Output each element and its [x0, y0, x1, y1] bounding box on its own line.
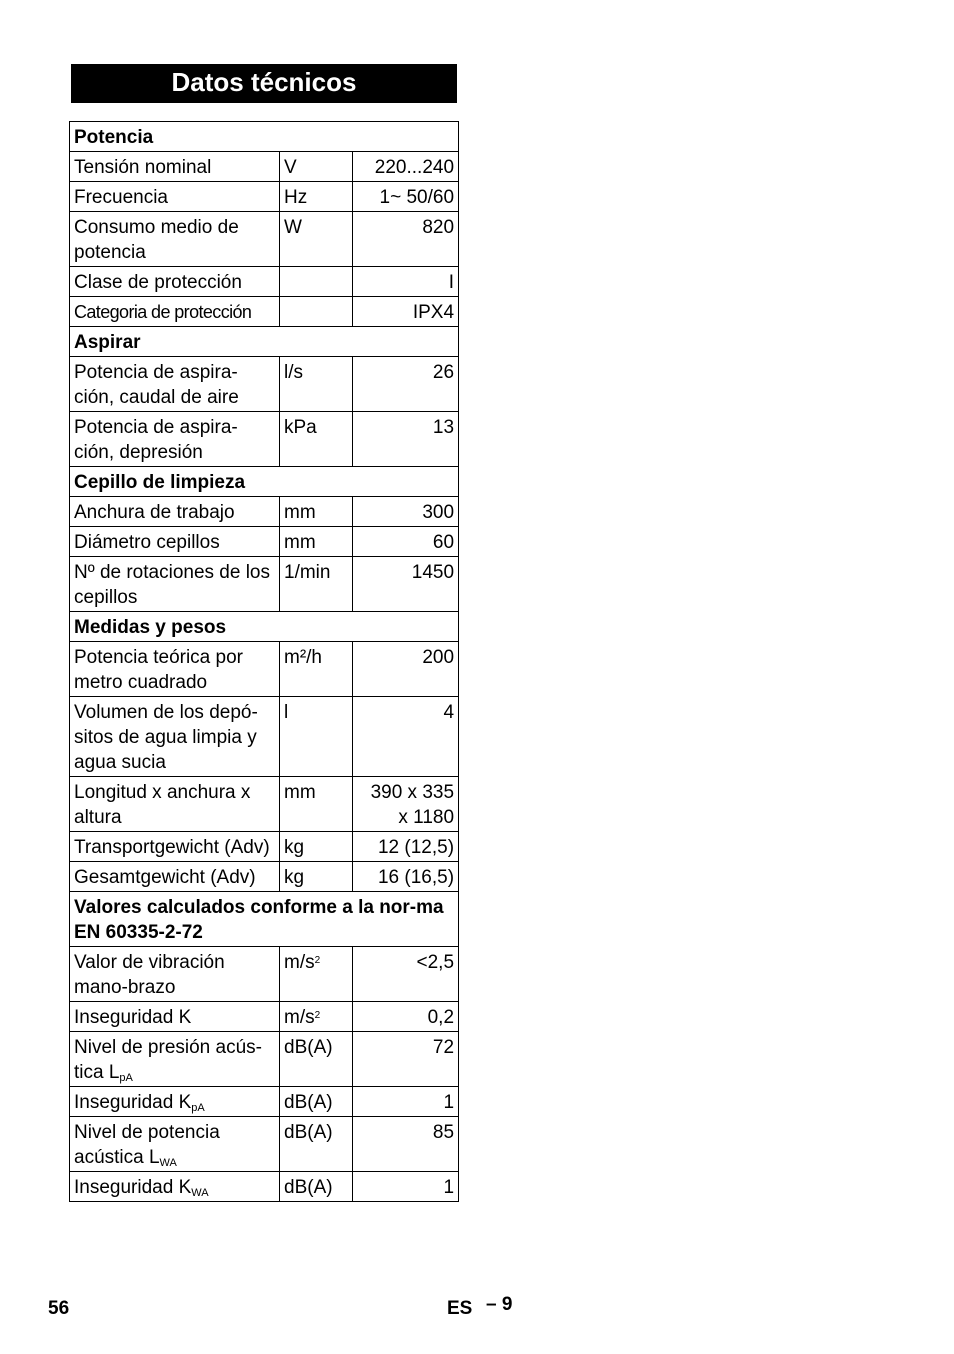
- label-subscript: pA: [191, 1102, 205, 1114]
- row-value: 85: [353, 1117, 459, 1172]
- row-label: Valor de vibración mano-brazo: [70, 947, 280, 1002]
- row-unit: [280, 1002, 353, 1032]
- row-value: 200: [353, 642, 459, 697]
- row-unit: 1/min: [280, 557, 353, 612]
- section-row: [70, 892, 459, 947]
- row-value: <2,5: [353, 947, 459, 1002]
- table-row: [70, 412, 459, 467]
- unit-text: m/s: [284, 952, 315, 973]
- row-unit: dB(A): [280, 1117, 353, 1172]
- row-label: [70, 1032, 280, 1087]
- row-unit: kPa: [280, 412, 353, 467]
- row-value: 72: [353, 1032, 459, 1087]
- section-header-valores: Valores calculados conforme a la nor-ma EN 60335-2-72: [70, 892, 459, 947]
- table-row: [70, 832, 459, 862]
- row-label: Inseguridad K: [70, 1002, 280, 1032]
- row-unit: m²/h: [280, 642, 353, 697]
- row-unit: W: [280, 212, 353, 267]
- section-header-aspirar: Aspirar: [70, 327, 459, 357]
- row-value: 12 (12,5): [353, 832, 459, 862]
- row-value: I: [353, 267, 459, 297]
- unit-superscript: 2: [314, 955, 321, 966]
- label-subscript: WA: [191, 1187, 209, 1199]
- row-unit: l/s: [280, 357, 353, 412]
- row-unit: mm: [280, 527, 353, 557]
- table-row: [70, 182, 459, 212]
- row-unit: mm: [280, 497, 353, 527]
- row-unit: [280, 267, 353, 297]
- table-row: [70, 1002, 459, 1032]
- table-row: [70, 267, 459, 297]
- section-row: [70, 612, 459, 642]
- row-label: Consumo medio de potencia: [70, 212, 280, 267]
- row-unit: Hz: [280, 182, 353, 212]
- specs-table: [69, 121, 459, 1202]
- row-value: IPX4: [353, 297, 459, 327]
- section-header-cepillo: Cepillo de limpieza: [70, 467, 459, 497]
- row-value: 26: [353, 357, 459, 412]
- row-label: Gesamtgewicht (Adv): [70, 862, 280, 892]
- table-row: [70, 1087, 459, 1117]
- row-unit: mm: [280, 777, 353, 832]
- table-row: [70, 497, 459, 527]
- section-header-potencia: Potencia: [70, 122, 459, 152]
- table-row: [70, 1117, 459, 1172]
- row-unit: V: [280, 152, 353, 182]
- unit-superscript: 2: [314, 1010, 321, 1021]
- label-subscript: pA: [119, 1072, 133, 1084]
- table-row: [70, 862, 459, 892]
- table-row: [70, 777, 459, 832]
- row-value: 60: [353, 527, 459, 557]
- title-bar: [71, 64, 457, 103]
- row-label: Transportgewicht (Adv): [70, 832, 280, 862]
- row-label: Potencia teórica por metro cuadrado: [70, 642, 280, 697]
- table-row: [70, 947, 459, 1002]
- row-value: 1: [353, 1172, 459, 1202]
- table-row: [70, 557, 459, 612]
- row-label: Potencia de aspira-ción, depresión: [70, 412, 280, 467]
- row-unit: dB(A): [280, 1172, 353, 1202]
- table-row: [70, 1172, 459, 1202]
- row-value: 1450: [353, 557, 459, 612]
- row-label: Anchura de trabajo: [70, 497, 280, 527]
- row-value: 0,2: [353, 1002, 459, 1032]
- row-label: [70, 1172, 280, 1202]
- label-text: Nivel de potencia acústica L: [74, 1122, 220, 1168]
- row-unit: [280, 297, 353, 327]
- row-value: 220...240: [353, 152, 459, 182]
- table-row: [70, 697, 459, 777]
- row-value: 4: [353, 697, 459, 777]
- table-row: [70, 357, 459, 412]
- page-number: 56: [48, 1298, 70, 1319]
- row-label: Longitud x anchura x altura: [70, 777, 280, 832]
- row-label: [70, 1117, 280, 1172]
- row-label: Diámetro cepillos: [70, 527, 280, 557]
- row-value: 1~ 50/60: [353, 182, 459, 212]
- section-row: [70, 122, 459, 152]
- row-value: 300: [353, 497, 459, 527]
- row-label: Frecuencia: [70, 182, 280, 212]
- page-title: Datos técnicos: [171, 67, 357, 97]
- section-header-medidas: Medidas y pesos: [70, 612, 459, 642]
- section-row: [70, 327, 459, 357]
- label-text: Inseguridad K: [74, 1177, 192, 1198]
- row-label: Tensión nominal: [70, 152, 280, 182]
- row-label: Potencia de aspira-ción, caudal de aire: [70, 357, 280, 412]
- row-label: Volumen de los depó-sitos de agua limpia y agua sucia: [70, 697, 280, 777]
- table-row: [70, 152, 459, 182]
- table-row: [70, 212, 459, 267]
- row-label: [70, 1087, 280, 1117]
- table-row: [70, 1032, 459, 1087]
- row-label: Nº de rotaciones de los cepillos: [70, 557, 280, 612]
- label-subscript: WA: [159, 1157, 177, 1169]
- table-row: [70, 527, 459, 557]
- row-value: 16 (16,5): [353, 862, 459, 892]
- row-value: 390 x 335 x 1180: [353, 777, 459, 832]
- row-unit: dB(A): [280, 1087, 353, 1117]
- row-unit: kg: [280, 862, 353, 892]
- label-text: Nivel de presión acús-tica L: [74, 1037, 262, 1083]
- table-row: [70, 297, 459, 327]
- row-value: 820: [353, 212, 459, 267]
- row-unit: [280, 947, 353, 1002]
- language-code: ES: [447, 1298, 473, 1319]
- label-text: Inseguridad K: [74, 1092, 192, 1113]
- row-value: 13: [353, 412, 459, 467]
- unit-text: m/s: [284, 1007, 315, 1028]
- row-label: Categoria de protección: [70, 297, 280, 327]
- row-unit: kg: [280, 832, 353, 862]
- section-row: [70, 467, 459, 497]
- row-value: 1: [353, 1087, 459, 1117]
- section-page-number: – 9: [486, 1294, 513, 1315]
- table-row: [70, 642, 459, 697]
- row-unit: l: [280, 697, 353, 777]
- row-label: Clase de protección: [70, 267, 280, 297]
- row-unit: dB(A): [280, 1032, 353, 1087]
